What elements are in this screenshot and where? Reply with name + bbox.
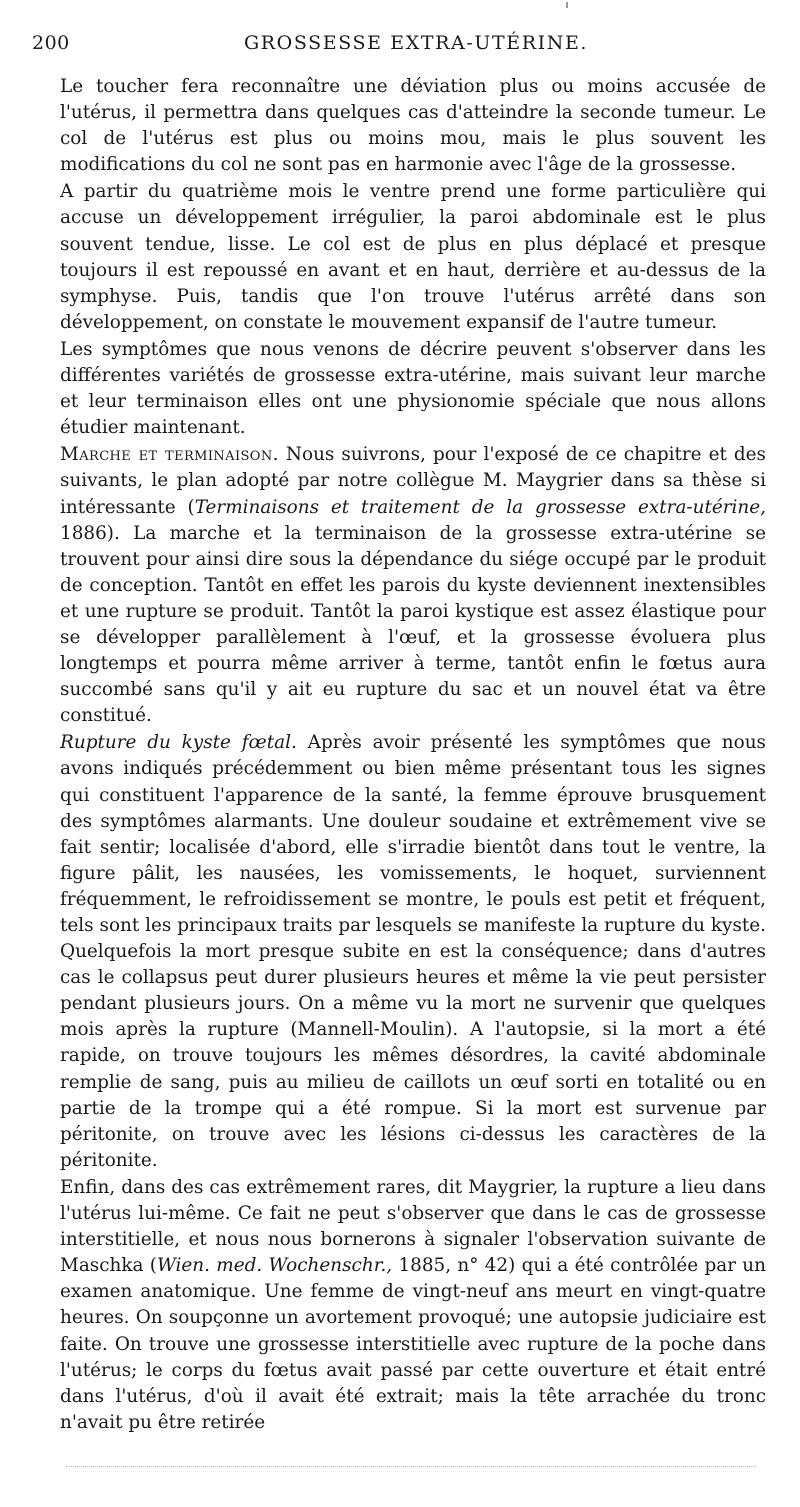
paragraph-enfin [60,1175,766,1436]
paragraph-text: Enfin, dans des cas extrêmement rares, dit Maygrier, la rupture a lieu dans l'utérus lui-même. Ce fait ne peut s'observer que dans le cas de grossesse interstitielle, et nous nous bornerons à signaler l'observation suivante de Maschka ( [60,1176,766,1277]
paragraph-text: Le toucher fera reconnaître une déviation plus ou moins accusée de l'utérus, il permettra dans quelques cas d'atteindre la seconde tumeur. Le col de l'utérus est plus ou moins mou, mais le plus souvent les modifications du col ne sont pas en harmonie avec l'âge de la grossesse. [60,76,766,176]
paragraph-toucher [60,74,766,178]
paragraph-text: 1886). La marche et la terminaison de la grossesse extra-utérine se trouvent pour ainsi dire sous la dépendance du siége occupé par le produit de conception. Tantôt en effet les parois du kyste deviennent inextensibles et une rupture se produit. Tantôt la paroi kystique est assez élastique pour se développer parallèlement à l'œuf, et la grossesse évoluera plus longtemps et pourra même arriver à terme, tantôt enfin le fœtus aura succombé sans qu'il y ait eu rupture du sac et un nouvel état va être constitué. [60,522,766,727]
page-number: 200 [32,32,70,54]
citation-title: Terminaisons et traitement de la grossesse extra-utérine, [194,496,766,518]
section-heading: Rupture du kyste fœtal. [60,732,297,754]
paragraph-text: Après avoir présenté les symptômes que nous avons indiqués précédemment ou bien même présentant tous les signes qui constituent l'apparence de la santé, la femme éprouve brusquement des symptômes alarmants. Une douleur soudaine et extrêmement vive se fait sentir; localisée d'abord, elle s'irradie bientôt dans tout le ventre, la figure pâlit, les nausées, les vomissements, le hoquet, surviennent fréquemment, le refroidissement se montre, le pouls est petit et fréquent, tels sont les principaux traits par lesquels se manifeste la rupture du kyste. Quelquefois la mort presque subite en est la conséquence; dans d'autres cas le collapsus peut durer plusieurs heures et même la vie peut persister pendant plusieurs jours. On a même vu la mort ne survenir que quelques mois après la rupture (Mannell-Moulin). A l'autopsie, si la mort a été rapide, on trouve toujours les mêmes désordres, la cavité abdominale remplie de sang, puis au milieu de caillots un œuf sorti en totalité ou en partie de la trompe qui a été rompue. Si la mort est survenue par péritonite, on trouve avec les lésions ci-dessus les caractères de la péritonite. [60,732,766,1171]
scan-mark [566,2,568,8]
paragraph-quatrieme-mois [60,179,766,336]
paragraph-symptomes [60,337,766,441]
paragraph-text: 1885, n° 42) qui a été contrôlée par un examen anatomique. Une femme de vingt-neuf ans meurt en vingt-quatre heures. On soupçonne un avortement provoqué; une autopsie judiciaire est faite. On trouve une grossesse interstitielle avec rupture de la poche dans l'utérus; le corps du fœtus avait passé par cette ouverture et était entré dans l'utérus, d'où il avait été extrait; mais la tête arrachée du tronc n'avait pu être retirée [60,1255,766,1433]
running-title: GROSSESSE EXTRA-UTÉRINE. [244,32,589,54]
paragraph-text: A partir du quatrième mois le ventre prend une forme particulière qui accuse un développement irrégulier, la paroi abdominale est le plus souvent tendue, lisse. Le col est de plus en plus déplacé et presque toujours il est repoussé en avant et en haut, derrière et au-dessus de la symphyse. Puis, tandis que l'on trouve l'utérus arrêté dans son développement, on constate le mouvement expansif de l'autre tumeur. [60,181,766,333]
paragraph-text: Nous suivrons, pour l'exposé de ce chapitre et des suivants, le plan adopté par notre collègue M. Maygrier dans sa thèse si intéressante ( [60,444,766,518]
bottom-edge-rule [66,1466,756,1467]
citation-title: Wien. med. Wochenschr., [156,1255,393,1277]
paragraph-rupture-kyste [60,730,766,1174]
paragraph-marche-terminaison [60,442,766,729]
paragraph-text: Les symptômes que nous venons de décrire peuvent s'observer dans les différentes variétés de grossesse extra-utérine, mais suivant leur marche et leur terminaison elles ont une physionomie spéciale que nous allons étudier maintenant. [60,338,766,439]
page-header [32,32,772,62]
page-body [60,74,766,1436]
section-heading: Marche et terminaison. [60,444,279,466]
